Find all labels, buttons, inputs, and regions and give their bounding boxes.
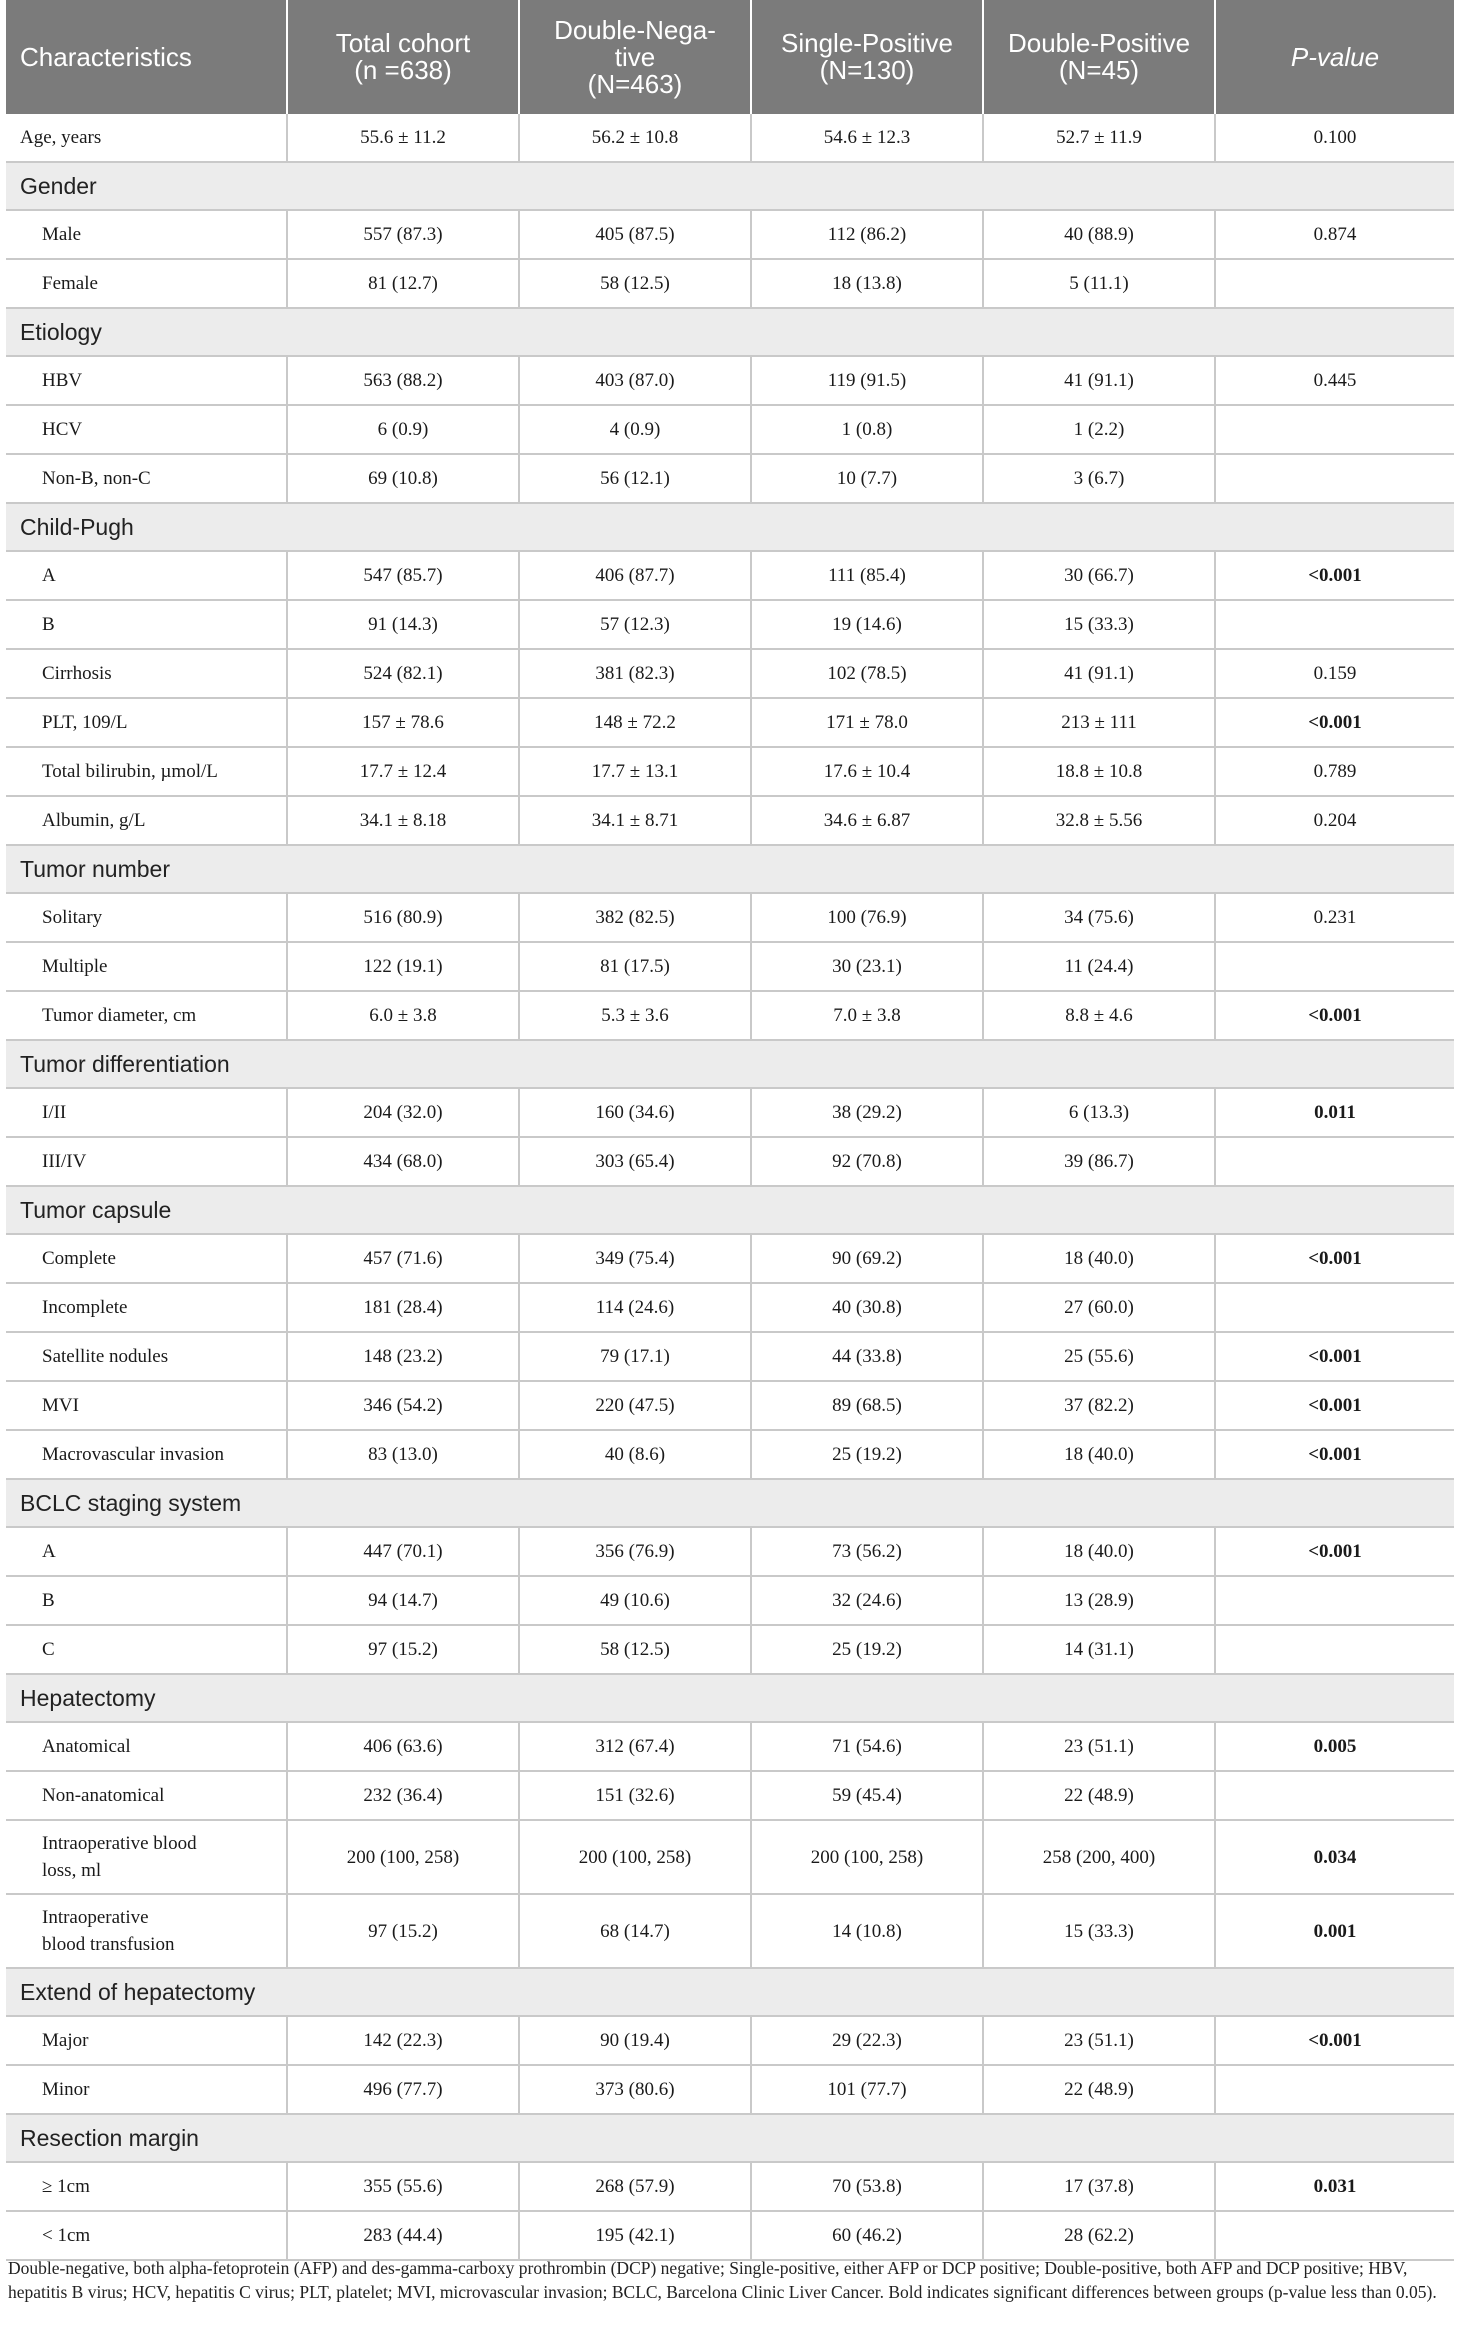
p-value-cell: 0.100 <box>1215 114 1454 162</box>
table-cell: 23 (51.1) <box>983 1722 1215 1771</box>
table-cell: 41 (91.1) <box>983 649 1215 698</box>
p-value-cell: 0.034 <box>1215 1820 1454 1894</box>
table-row <box>6 747 1454 796</box>
table-cell: 111 (85.4) <box>751 551 983 600</box>
row-label: Albumin, g/L <box>6 796 287 845</box>
table-cell: 6 (0.9) <box>287 405 519 454</box>
table-row <box>6 2065 1454 2114</box>
table-cell: 195 (42.1) <box>519 2211 751 2260</box>
p-value-cell: <0.001 <box>1215 1430 1454 1479</box>
table-cell: 181 (28.4) <box>287 1283 519 1332</box>
row-label: ≥ 1cm <box>6 2162 287 2211</box>
table-cell: 17 (37.8) <box>983 2162 1215 2211</box>
column-header-double-positive <box>983 0 1215 114</box>
p-value-cell: <0.001 <box>1215 1527 1454 1576</box>
table-cell: 73 (56.2) <box>751 1527 983 1576</box>
row-label-line: Intraoperative <box>42 1907 149 1928</box>
table-cell: 25 (19.2) <box>751 1625 983 1674</box>
table-row <box>6 1576 1454 1625</box>
table-cell: 17.6 ± 10.4 <box>751 747 983 796</box>
row-label-line: loss, ml <box>42 1860 102 1881</box>
table-cell: 58 (12.5) <box>519 259 751 308</box>
p-value-cell <box>1215 405 1454 454</box>
row-label: HCV <box>6 405 287 454</box>
section-header-row <box>6 2114 1454 2162</box>
table-cell: 122 (19.1) <box>287 942 519 991</box>
table-cell: 18.8 ± 10.8 <box>983 747 1215 796</box>
section-header-row <box>6 503 1454 551</box>
table-cell: 406 (63.6) <box>287 1722 519 1771</box>
p-value-cell: 0.031 <box>1215 2162 1454 2211</box>
table-cell: 81 (12.7) <box>287 259 519 308</box>
p-value-cell <box>1215 259 1454 308</box>
table-cell: 303 (65.4) <box>519 1137 751 1186</box>
column-header-line: P-value <box>1290 41 1380 72</box>
table-cell: 232 (36.4) <box>287 1771 519 1820</box>
table-cell: 258 (200, 400) <box>983 1820 1215 1894</box>
row-label: Total bilirubin, µmol/L <box>6 747 287 796</box>
table-cell: 59 (45.4) <box>751 1771 983 1820</box>
row-label: Major <box>6 2016 287 2065</box>
p-value-cell: 0.005 <box>1215 1722 1454 1771</box>
table-row <box>6 698 1454 747</box>
row-label: B <box>6 600 287 649</box>
table-row <box>6 259 1454 308</box>
table-row <box>6 114 1454 162</box>
table-cell: 18 (40.0) <box>983 1430 1215 1479</box>
column-header-line: Single-Positive <box>781 28 953 58</box>
column-header-single-positive <box>751 0 983 114</box>
column-header-line: Double-Positive <box>1007 28 1191 58</box>
table-cell: 69 (10.8) <box>287 454 519 503</box>
table-cell: 58 (12.5) <box>519 1625 751 1674</box>
column-header-line: (n =638) <box>354 55 452 85</box>
p-value-cell <box>1215 2065 1454 2114</box>
row-label: Solitary <box>6 893 287 942</box>
row-label: I/II <box>6 1088 287 1137</box>
column-header-line: Characteristics <box>20 41 192 72</box>
table-row <box>6 2211 1454 2260</box>
table-cell: 34.1 ± 8.71 <box>519 796 751 845</box>
table-row <box>6 356 1454 405</box>
table-row <box>6 1625 1454 1674</box>
table-cell: 40 (8.6) <box>519 1430 751 1479</box>
p-value-cell: 0.231 <box>1215 893 1454 942</box>
table-cell: 283 (44.4) <box>287 2211 519 2260</box>
table-cell: 30 (23.1) <box>751 942 983 991</box>
table-cell: 100 (76.9) <box>751 893 983 942</box>
table-row <box>6 796 1454 845</box>
table-cell: 373 (80.6) <box>519 2065 751 2114</box>
table-cell: 34 (75.6) <box>983 893 1215 942</box>
column-header-line: Double-Nega- <box>554 14 716 45</box>
row-label: A <box>6 551 287 600</box>
table-cell: 90 (19.4) <box>519 2016 751 2065</box>
row-label: HBV <box>6 356 287 405</box>
row-label: Male <box>6 210 287 259</box>
column-header-double-negative <box>519 0 751 114</box>
section-label: Extend of hepatectomy <box>6 1968 1454 2016</box>
table-cell: 160 (34.6) <box>519 1088 751 1137</box>
table-cell: 37 (82.2) <box>983 1381 1215 1430</box>
p-value-cell <box>1215 454 1454 503</box>
section-label: Hepatectomy <box>6 1674 1454 1722</box>
table-cell: 15 (33.3) <box>983 600 1215 649</box>
p-value-cell: <0.001 <box>1215 1234 1454 1283</box>
table-cell: 406 (87.7) <box>519 551 751 600</box>
table-cell: 90 (69.2) <box>751 1234 983 1283</box>
p-value-cell <box>1215 1576 1454 1625</box>
table-cell: 68 (14.7) <box>519 1894 751 1968</box>
table-row <box>6 649 1454 698</box>
header-row <box>6 0 1454 114</box>
table-cell: 457 (71.6) <box>287 1234 519 1283</box>
p-value-cell: <0.001 <box>1215 551 1454 600</box>
table-cell: 171 ± 78.0 <box>751 698 983 747</box>
row-label-line: Intraoperative blood <box>42 1833 197 1854</box>
table-row <box>6 1527 1454 1576</box>
table-cell: 112 (86.2) <box>751 210 983 259</box>
p-value-cell <box>1215 1625 1454 1674</box>
table-cell: 91 (14.3) <box>287 600 519 649</box>
table-cell: 56.2 ± 10.8 <box>519 114 751 162</box>
p-value-cell: 0.789 <box>1215 747 1454 796</box>
row-label: Cirrhosis <box>6 649 287 698</box>
p-value-cell: 0.001 <box>1215 1894 1454 1968</box>
table-header <box>6 0 1454 114</box>
row-label: Incomplete <box>6 1283 287 1332</box>
table-cell: 14 (10.8) <box>751 1894 983 1968</box>
table-cell: 52.7 ± 11.9 <box>983 114 1215 162</box>
table-cell: 17.7 ± 12.4 <box>287 747 519 796</box>
table-cell: 27 (60.0) <box>983 1283 1215 1332</box>
table-cell: 157 ± 78.6 <box>287 698 519 747</box>
table-cell: 268 (57.9) <box>519 2162 751 2211</box>
table-cell: 524 (82.1) <box>287 649 519 698</box>
row-label: C <box>6 1625 287 1674</box>
p-value-cell: <0.001 <box>1215 991 1454 1040</box>
row-label-line: blood transfusion <box>42 1934 175 1955</box>
table-cell: 40 (30.8) <box>751 1283 983 1332</box>
table-cell: 41 (91.1) <box>983 356 1215 405</box>
column-header-line: Total cohort <box>335 28 471 58</box>
row-label <box>6 1894 287 1968</box>
row-label: Non-B, non-C <box>6 454 287 503</box>
table-cell: 25 (55.6) <box>983 1332 1215 1381</box>
p-value-cell <box>1215 1283 1454 1332</box>
row-label: A <box>6 1527 287 1576</box>
table-cell: 119 (91.5) <box>751 356 983 405</box>
table-cell: 405 (87.5) <box>519 210 751 259</box>
table-row <box>6 551 1454 600</box>
table-cell: 1 (0.8) <box>751 405 983 454</box>
table-cell: 349 (75.4) <box>519 1234 751 1283</box>
column-header-line: (N=45) <box>1058 55 1140 85</box>
table-row <box>6 991 1454 1040</box>
table-cell: 7.0 ± 3.8 <box>751 991 983 1040</box>
table-cell: 8.8 ± 4.6 <box>983 991 1215 1040</box>
table-cell: 5.3 ± 3.6 <box>519 991 751 1040</box>
p-value-cell: 0.011 <box>1215 1088 1454 1137</box>
table-cell: 200 (100, 258) <box>287 1820 519 1894</box>
section-header-row <box>6 1186 1454 1234</box>
table-cell: 382 (82.5) <box>519 893 751 942</box>
table-row <box>6 210 1454 259</box>
table-cell: 28 (62.2) <box>983 2211 1215 2260</box>
table-cell: 356 (76.9) <box>519 1527 751 1576</box>
table-cell: 11 (24.4) <box>983 942 1215 991</box>
table-body <box>6 114 1454 2260</box>
table-cell: 56 (12.1) <box>519 454 751 503</box>
table-cell: 220 (47.5) <box>519 1381 751 1430</box>
p-value-cell: <0.001 <box>1215 1381 1454 1430</box>
section-label: Child-Pugh <box>6 503 1454 551</box>
table-cell: 6 (13.3) <box>983 1088 1215 1137</box>
row-label: Minor <box>6 2065 287 2114</box>
table-cell: 97 (15.2) <box>287 1894 519 1968</box>
table-row <box>6 405 1454 454</box>
column-header-line: tive <box>614 41 656 72</box>
table-cell: 355 (55.6) <box>287 2162 519 2211</box>
table-cell: 55.6 ± 11.2 <box>287 114 519 162</box>
table-cell: 447 (70.1) <box>287 1527 519 1576</box>
row-label: Non-anatomical <box>6 1771 287 1820</box>
table-cell: 18 (40.0) <box>983 1234 1215 1283</box>
table-row <box>6 1332 1454 1381</box>
table-cell: 4 (0.9) <box>519 405 751 454</box>
table-cell: 102 (78.5) <box>751 649 983 698</box>
table-cell: 213 ± 111 <box>983 698 1215 747</box>
section-header-row <box>6 1674 1454 1722</box>
p-value-cell <box>1215 2211 1454 2260</box>
section-label: Etiology <box>6 308 1454 356</box>
p-value-cell: 0.445 <box>1215 356 1454 405</box>
table-cell: 25 (19.2) <box>751 1430 983 1479</box>
table-cell: 516 (80.9) <box>287 893 519 942</box>
row-label: Multiple <box>6 942 287 991</box>
row-label: B <box>6 1576 287 1625</box>
table-cell: 19 (14.6) <box>751 600 983 649</box>
table-cell: 22 (48.9) <box>983 1771 1215 1820</box>
table-cell: 29 (22.3) <box>751 2016 983 2065</box>
table-row <box>6 1381 1454 1430</box>
p-value-cell: <0.001 <box>1215 2016 1454 2065</box>
table-row <box>6 1430 1454 1479</box>
table-cell: 547 (85.7) <box>287 551 519 600</box>
table-cell: 70 (53.8) <box>751 2162 983 2211</box>
table-cell: 97 (15.2) <box>287 1625 519 1674</box>
row-label: Tumor diameter, cm <box>6 991 287 1040</box>
table-cell: 92 (70.8) <box>751 1137 983 1186</box>
table-cell: 6.0 ± 3.8 <box>287 991 519 1040</box>
table-cell: 15 (33.3) <box>983 1894 1215 1968</box>
table-row <box>6 2162 1454 2211</box>
table-cell: 71 (54.6) <box>751 1722 983 1771</box>
table-cell: 32 (24.6) <box>751 1576 983 1625</box>
table-cell: 3 (6.7) <box>983 454 1215 503</box>
row-label <box>6 1820 287 1894</box>
row-label: Complete <box>6 1234 287 1283</box>
table-cell: 13 (28.9) <box>983 1576 1215 1625</box>
table-row <box>6 1283 1454 1332</box>
column-header-total-cohort <box>287 0 519 114</box>
row-label: Anatomical <box>6 1722 287 1771</box>
table-cell: 557 (87.3) <box>287 210 519 259</box>
table-row <box>6 1820 1454 1894</box>
table-cell: 381 (82.3) <box>519 649 751 698</box>
row-label: < 1cm <box>6 2211 287 2260</box>
table-cell: 44 (33.8) <box>751 1332 983 1381</box>
section-header-row <box>6 308 1454 356</box>
table-cell: 57 (12.3) <box>519 600 751 649</box>
table-row <box>6 454 1454 503</box>
section-label: Tumor number <box>6 845 1454 893</box>
column-header-p-value <box>1215 0 1454 114</box>
table-cell: 114 (24.6) <box>519 1283 751 1332</box>
section-header-row <box>6 1479 1454 1527</box>
table-cell: 83 (13.0) <box>287 1430 519 1479</box>
table-cell: 89 (68.5) <box>751 1381 983 1430</box>
row-label: Age, years <box>6 114 287 162</box>
column-header-characteristics <box>6 0 287 114</box>
section-label: Gender <box>6 162 1454 210</box>
table-cell: 54.6 ± 12.3 <box>751 114 983 162</box>
table-cell: 10 (7.7) <box>751 454 983 503</box>
table-cell: 60 (46.2) <box>751 2211 983 2260</box>
table-cell: 200 (100, 258) <box>519 1820 751 1894</box>
p-value-cell <box>1215 1137 1454 1186</box>
table-cell: 32.8 ± 5.56 <box>983 796 1215 845</box>
table-cell: 79 (17.1) <box>519 1332 751 1381</box>
table-cell: 142 (22.3) <box>287 2016 519 2065</box>
table-cell: 101 (77.7) <box>751 2065 983 2114</box>
row-label: PLT, 109/L <box>6 698 287 747</box>
section-header-row <box>6 845 1454 893</box>
table-cell: 34.6 ± 6.87 <box>751 796 983 845</box>
column-header-line: (N=463) <box>587 68 683 99</box>
table-container <box>6 0 1454 2261</box>
table-cell: 148 ± 72.2 <box>519 698 751 747</box>
table-cell: 14 (31.1) <box>983 1625 1215 1674</box>
table-row <box>6 1234 1454 1283</box>
p-value-cell: <0.001 <box>1215 698 1454 747</box>
table-cell: 30 (66.7) <box>983 551 1215 600</box>
table-cell: 40 (88.9) <box>983 210 1215 259</box>
table-cell: 18 (13.8) <box>751 259 983 308</box>
table-cell: 151 (32.6) <box>519 1771 751 1820</box>
table-cell: 23 (51.1) <box>983 2016 1215 2065</box>
table-cell: 496 (77.7) <box>287 2065 519 2114</box>
p-value-cell <box>1215 1771 1454 1820</box>
p-value-cell: <0.001 <box>1215 1332 1454 1381</box>
p-value-cell <box>1215 600 1454 649</box>
row-label: Macrovascular invasion <box>6 1430 287 1479</box>
table-cell: 312 (67.4) <box>519 1722 751 1771</box>
characteristics-table <box>6 0 1454 2261</box>
section-header-row <box>6 1040 1454 1088</box>
row-label: MVI <box>6 1381 287 1430</box>
p-value-cell <box>1215 942 1454 991</box>
table-cell: 17.7 ± 13.1 <box>519 747 751 796</box>
table-row <box>6 1771 1454 1820</box>
table-row <box>6 1088 1454 1137</box>
table-row <box>6 1894 1454 1968</box>
table-cell: 403 (87.0) <box>519 356 751 405</box>
p-value-cell: 0.874 <box>1215 210 1454 259</box>
table-row <box>6 942 1454 991</box>
column-header-line: (N=130) <box>819 55 915 85</box>
table-row <box>6 1137 1454 1186</box>
row-label: Satellite nodules <box>6 1332 287 1381</box>
table-row <box>6 1722 1454 1771</box>
table-cell: 5 (11.1) <box>983 259 1215 308</box>
section-label: Tumor differentiation <box>6 1040 1454 1088</box>
table-cell: 38 (29.2) <box>751 1088 983 1137</box>
table-row <box>6 600 1454 649</box>
table-cell: 204 (32.0) <box>287 1088 519 1137</box>
p-value-cell: 0.204 <box>1215 796 1454 845</box>
table-cell: 49 (10.6) <box>519 1576 751 1625</box>
table-cell: 346 (54.2) <box>287 1381 519 1430</box>
table-cell: 22 (48.9) <box>983 2065 1215 2114</box>
section-header-row <box>6 162 1454 210</box>
section-label: Tumor capsule <box>6 1186 1454 1234</box>
p-value-cell: 0.159 <box>1215 649 1454 698</box>
section-header-row <box>6 1968 1454 2016</box>
table-cell: 200 (100, 258) <box>751 1820 983 1894</box>
row-label: Female <box>6 259 287 308</box>
table-cell: 81 (17.5) <box>519 942 751 991</box>
section-label: BCLC staging system <box>6 1479 1454 1527</box>
table-row <box>6 893 1454 942</box>
table-footnote: Double-negative, both alpha-fetoprotein (AFP) and des-gamma-carboxy prothrombin (DCP) negative; Single-positive, either AFP or DCP positive; Double-positive, both AFP and DCP positive; HBV, hepatitis B virus; HCV, hepatitis C virus; PLT, platelet; MVI, microvascular invasion; BCLC, Barcelona Clinic Liver Cancer. Bold indicates significant differences between groups (p-value less than 0.05). <box>8 2258 1437 2302</box>
table-cell: 1 (2.2) <box>983 405 1215 454</box>
table-cell: 39 (86.7) <box>983 1137 1215 1186</box>
table-cell: 148 (23.2) <box>287 1332 519 1381</box>
table-cell: 563 (88.2) <box>287 356 519 405</box>
table-cell: 94 (14.7) <box>287 1576 519 1625</box>
table-cell: 34.1 ± 8.18 <box>287 796 519 845</box>
section-label: Resection margin <box>6 2114 1454 2162</box>
table-cell: 18 (40.0) <box>983 1527 1215 1576</box>
table-row <box>6 2016 1454 2065</box>
table-cell: 434 (68.0) <box>287 1137 519 1186</box>
row-label: III/IV <box>6 1137 287 1186</box>
